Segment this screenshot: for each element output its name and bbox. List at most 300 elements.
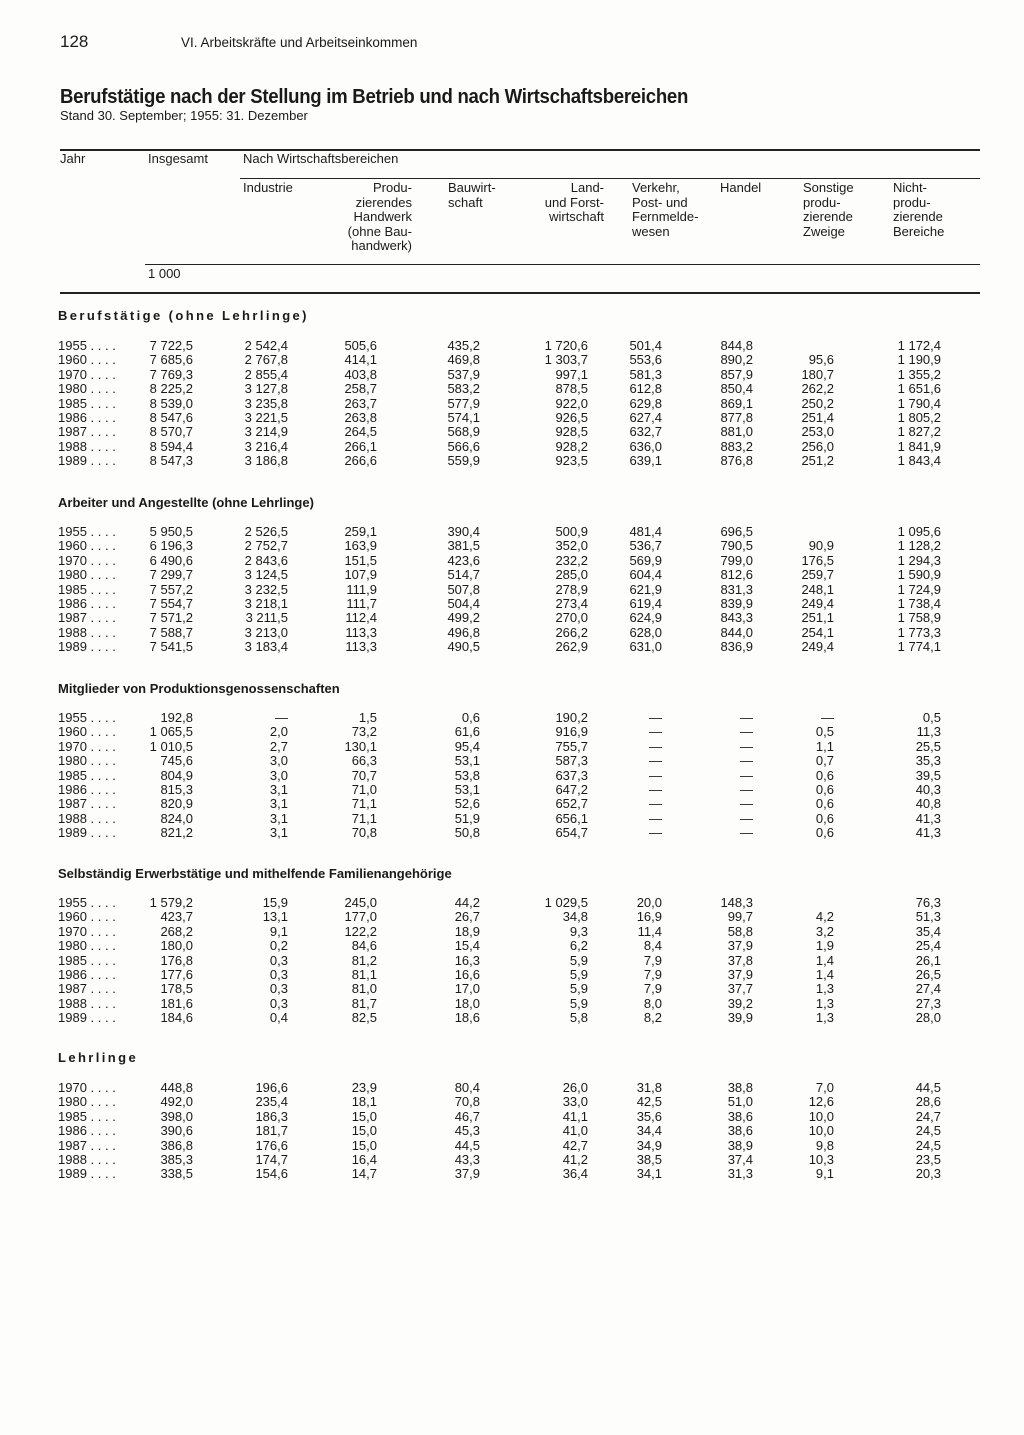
table-cell: 180,7 bbox=[801, 366, 834, 382]
table-cell: 25,4 bbox=[915, 938, 941, 954]
table-cell: 5,9 bbox=[569, 995, 588, 1011]
table-cell: 251,2 bbox=[801, 453, 834, 469]
table-cell: 37,8 bbox=[727, 952, 753, 968]
table-row bbox=[0, 954, 1024, 968]
table-cell: 80,4 bbox=[454, 1080, 480, 1095]
table-cell: 876,8 bbox=[720, 453, 753, 469]
table-cell: 3,1 bbox=[269, 796, 288, 812]
table-cell: 37,9 bbox=[727, 967, 753, 982]
table-cell: 8 539,0 bbox=[149, 395, 193, 411]
table-cell: 1 651,6 bbox=[897, 381, 941, 397]
table-cell: 1 579,2 bbox=[149, 895, 193, 910]
table-row bbox=[0, 1095, 1024, 1109]
table-cell: — bbox=[649, 710, 662, 725]
table-cell: 881,0 bbox=[720, 424, 753, 440]
row-year: 1970 . . . . bbox=[58, 552, 116, 568]
table-cell: 37,9 bbox=[727, 938, 753, 954]
table-cell: 423,7 bbox=[160, 909, 193, 925]
table-row bbox=[0, 554, 1024, 568]
table-cell: 559,9 bbox=[447, 453, 480, 469]
table-cell: 111,7 bbox=[346, 596, 377, 611]
table-cell: 492,0 bbox=[160, 1094, 193, 1110]
table-cell: 1 303,7 bbox=[544, 352, 588, 368]
table-cell: 1 095,6 bbox=[897, 524, 941, 539]
table-cell: 40,8 bbox=[915, 796, 941, 812]
table-cell: 46,7 bbox=[454, 1108, 480, 1124]
table-cell: 38,9 bbox=[727, 1137, 753, 1153]
table-cell: 569,9 bbox=[629, 552, 662, 568]
table-cell: 6 196,3 bbox=[149, 538, 193, 554]
table-cell: 566,6 bbox=[447, 438, 480, 454]
table-cell: 0,6 bbox=[815, 810, 834, 826]
row-year: 1988 . . . . bbox=[58, 1152, 116, 1167]
table-cell: 639,1 bbox=[629, 453, 662, 469]
table-cell: 99,7 bbox=[727, 909, 753, 925]
table-cell: 95,6 bbox=[808, 352, 834, 368]
table-cell: 176,5 bbox=[801, 552, 834, 568]
table-row bbox=[0, 368, 1024, 382]
table-cell: 249,4 bbox=[801, 596, 834, 611]
table-cell: 0,3 bbox=[269, 952, 288, 968]
table-row bbox=[0, 910, 1024, 924]
row-year: 1987 . . . . bbox=[58, 796, 116, 812]
table-cell: 587,3 bbox=[555, 753, 588, 769]
table-cell: 1,4 bbox=[815, 967, 834, 982]
table-cell: 113,3 bbox=[345, 639, 377, 655]
table-cell: 1 724,9 bbox=[897, 581, 941, 597]
table-cell: 14,7 bbox=[351, 1166, 377, 1182]
table-row bbox=[0, 939, 1024, 953]
table-cell: 18,9 bbox=[454, 923, 480, 939]
table-cell: 18,0 bbox=[454, 995, 480, 1011]
table-cell: 2 855,4 bbox=[244, 366, 288, 382]
table-cell: 248,1 bbox=[801, 581, 834, 597]
table-cell: 27,3 bbox=[915, 995, 941, 1011]
table-title: Berufstätige nach der Stellung im Betrieb und nach Wirtschaftsbereichen bbox=[60, 86, 689, 108]
table-cell: — bbox=[649, 738, 662, 754]
table-cell: 264,5 bbox=[344, 424, 377, 440]
row-year: 1989 . . . . bbox=[58, 639, 116, 655]
table-cell: 12,6 bbox=[808, 1094, 834, 1110]
table-cell: 581,3 bbox=[629, 366, 662, 382]
table-cell: 1 128,2 bbox=[897, 538, 941, 554]
row-year: 1980 . . . . bbox=[58, 938, 116, 954]
table-row bbox=[0, 1011, 1024, 1025]
table-cell: 385,3 bbox=[160, 1152, 193, 1167]
table-cell: 1 720,6 bbox=[544, 338, 588, 353]
table-cell: 997,1 bbox=[555, 366, 588, 382]
row-year: 1989 . . . . bbox=[58, 825, 116, 841]
table-cell: 73,2 bbox=[351, 724, 377, 740]
table-cell: 2,7 bbox=[269, 738, 288, 754]
row-year: 1970 . . . . bbox=[58, 1080, 116, 1095]
table-cell: 3 216,4 bbox=[244, 438, 288, 454]
row-year: 1980 . . . . bbox=[58, 567, 116, 583]
table-cell: 839,9 bbox=[720, 596, 753, 611]
table-cell: 16,3 bbox=[454, 952, 480, 968]
table-cell: — bbox=[740, 753, 753, 769]
row-year: 1955 . . . . bbox=[58, 338, 116, 353]
row-year: 1986 . . . . bbox=[58, 1123, 116, 1139]
table-cell: 574,1 bbox=[447, 410, 480, 425]
table-cell: 1 758,9 bbox=[897, 610, 941, 626]
table-cell: 2 542,4 bbox=[244, 338, 288, 353]
table-cell: 7 299,7 bbox=[149, 567, 193, 583]
table-cell: 2 752,7 bbox=[244, 538, 288, 554]
table-cell: 414,1 bbox=[344, 352, 377, 368]
table-cell: 268,2 bbox=[160, 923, 193, 939]
table-cell: 812,6 bbox=[720, 567, 753, 583]
table-cell: 15,9 bbox=[262, 895, 288, 910]
table-row bbox=[0, 1153, 1024, 1167]
table-cell: 11,3 bbox=[916, 724, 941, 740]
row-year: 1986 . . . . bbox=[58, 782, 116, 797]
table-cell: 9,1 bbox=[815, 1166, 834, 1182]
table-cell: 266,1 bbox=[344, 438, 377, 454]
table-cell: 34,9 bbox=[636, 1137, 662, 1153]
column-header-7: Nicht- produ- zierende Bereiche bbox=[893, 180, 945, 239]
table-cell: 90,9 bbox=[808, 538, 834, 554]
table-cell: 0,6 bbox=[461, 710, 480, 725]
row-year: 1987 . . . . bbox=[58, 610, 116, 626]
table-cell: 53,1 bbox=[454, 782, 480, 797]
table-cell: 41,3 bbox=[915, 825, 941, 841]
table-cell: 628,0 bbox=[629, 624, 662, 640]
table-row bbox=[0, 626, 1024, 640]
table-cell: 824,0 bbox=[160, 810, 193, 826]
table-cell: 577,9 bbox=[447, 395, 480, 411]
table-cell: — bbox=[740, 738, 753, 754]
table-cell: 1,3 bbox=[815, 1010, 834, 1026]
table-cell: 186,3 bbox=[255, 1108, 288, 1124]
table-cell: 176,6 bbox=[255, 1137, 288, 1153]
table-cell: 490,5 bbox=[447, 639, 480, 655]
table-cell: 71,1 bbox=[351, 810, 377, 826]
table-row bbox=[0, 425, 1024, 439]
table-cell: 38,5 bbox=[636, 1152, 662, 1167]
table-cell: 42,7 bbox=[562, 1137, 588, 1153]
column-header-2: Bauwirt- schaft bbox=[448, 180, 496, 210]
table-row bbox=[0, 397, 1024, 411]
table-row bbox=[0, 754, 1024, 768]
table-cell: — bbox=[740, 767, 753, 783]
table-cell: 177,0 bbox=[344, 909, 377, 925]
table-cell: 0,3 bbox=[269, 967, 288, 982]
table-row bbox=[0, 711, 1024, 725]
table-cell: 8,2 bbox=[643, 1010, 662, 1026]
table-cell: 253,0 bbox=[801, 424, 834, 440]
row-year: 1987 . . . . bbox=[58, 1137, 116, 1153]
table-cell: 7 769,3 bbox=[149, 366, 193, 382]
table-cell: 8 225,2 bbox=[149, 381, 193, 397]
table-cell: 251,4 bbox=[801, 410, 834, 425]
table-cell: 877,8 bbox=[720, 410, 753, 425]
table-row bbox=[0, 783, 1024, 797]
table-cell: 631,0 bbox=[629, 639, 662, 655]
table-cell: 3,1 bbox=[269, 782, 288, 797]
header-bottom-rule bbox=[60, 292, 980, 294]
table-cell: 4,2 bbox=[815, 909, 834, 925]
table-row bbox=[0, 583, 1024, 597]
table-cell: 44,2 bbox=[454, 895, 480, 910]
table-cell: 20,3 bbox=[915, 1166, 941, 1182]
table-cell: 82,5 bbox=[351, 1010, 377, 1026]
table-cell: 6,2 bbox=[569, 938, 588, 954]
table-cell: 0,4 bbox=[269, 1010, 288, 1026]
table-cell: 15,4 bbox=[454, 938, 480, 954]
table-cell: — bbox=[649, 753, 662, 769]
table-cell: 266,2 bbox=[555, 624, 588, 640]
column-header-5: Handel bbox=[720, 180, 762, 195]
table-cell: 831,3 bbox=[720, 581, 753, 597]
table-cell: 1 190,9 bbox=[897, 352, 941, 368]
row-year: 1970 . . . . bbox=[58, 738, 116, 754]
table-cell: 8,0 bbox=[643, 995, 662, 1011]
table-cell: 0,3 bbox=[269, 995, 288, 1011]
table-cell: 37,7 bbox=[727, 981, 753, 997]
row-year: 1955 . . . . bbox=[58, 710, 116, 725]
table-cell: 41,2 bbox=[562, 1152, 588, 1167]
table-cell: 501,4 bbox=[629, 338, 662, 353]
table-cell: 38,6 bbox=[727, 1108, 753, 1124]
table-cell: 36,4 bbox=[562, 1166, 588, 1182]
table-cell: 35,6 bbox=[636, 1108, 662, 1124]
table-cell: 24,5 bbox=[915, 1137, 941, 1153]
table-cell: 26,0 bbox=[562, 1080, 588, 1095]
table-row bbox=[0, 1110, 1024, 1124]
table-cell: 3,2 bbox=[815, 923, 834, 939]
table-cell: — bbox=[275, 710, 288, 725]
table-cell: 8 547,3 bbox=[149, 453, 193, 469]
table-cell: 113,3 bbox=[345, 624, 377, 640]
table-row bbox=[0, 797, 1024, 811]
table-cell: 1 029,5 bbox=[544, 895, 588, 910]
table-cell: 0,2 bbox=[269, 938, 288, 954]
table-cell: 28,0 bbox=[915, 1010, 941, 1026]
row-year: 1960 . . . . bbox=[58, 724, 116, 740]
table-cell: 3 213,0 bbox=[244, 624, 288, 640]
table-cell: 3 183,4 bbox=[244, 639, 288, 655]
table-cell: 71,0 bbox=[351, 782, 377, 797]
table-cell: 1 738,4 bbox=[897, 596, 941, 611]
table-cell: 496,8 bbox=[447, 624, 480, 640]
table-cell: 41,0 bbox=[562, 1123, 588, 1139]
table-cell: 107,9 bbox=[344, 567, 377, 583]
table-cell: 18,6 bbox=[454, 1010, 480, 1026]
table-cell: 3 221,5 bbox=[244, 410, 288, 425]
row-year: 1980 . . . . bbox=[58, 381, 116, 397]
table-row bbox=[0, 382, 1024, 396]
table-cell: 6 490,6 bbox=[149, 552, 193, 568]
table-cell: 39,2 bbox=[727, 995, 753, 1011]
table-cell: 836,9 bbox=[720, 639, 753, 655]
table-row bbox=[0, 640, 1024, 654]
table-row bbox=[0, 725, 1024, 739]
table-cell: 70,7 bbox=[351, 767, 377, 783]
table-cell: 386,8 bbox=[160, 1137, 193, 1153]
table-cell: — bbox=[649, 767, 662, 783]
table-cell: 35,4 bbox=[915, 923, 941, 939]
table-cell: 423,6 bbox=[447, 552, 480, 568]
table-cell: 604,4 bbox=[629, 567, 662, 583]
table-cell: 273,4 bbox=[555, 596, 588, 611]
row-year: 1989 . . . . bbox=[58, 1166, 116, 1182]
table-cell: 71,1 bbox=[351, 796, 377, 812]
table-cell: 3 232,5 bbox=[244, 581, 288, 597]
table-cell: 245,0 bbox=[344, 895, 377, 910]
table-cell: 922,0 bbox=[555, 395, 588, 411]
row-year: 1988 . . . . bbox=[58, 995, 116, 1011]
table-row bbox=[0, 353, 1024, 367]
table-cell: 804,9 bbox=[160, 767, 193, 783]
table-cell: 34,1 bbox=[636, 1166, 662, 1182]
table-row bbox=[0, 925, 1024, 939]
table-cell: 500,9 bbox=[555, 524, 588, 539]
row-year: 1960 . . . . bbox=[58, 538, 116, 554]
table-cell: 499,2 bbox=[447, 610, 480, 626]
table-cell: 81,7 bbox=[351, 995, 377, 1011]
table-row bbox=[0, 339, 1024, 353]
row-year: 1989 . . . . bbox=[58, 453, 116, 469]
table-cell: 176,8 bbox=[160, 952, 193, 968]
table-cell: 28,6 bbox=[915, 1094, 941, 1110]
row-year: 1985 . . . . bbox=[58, 767, 116, 783]
table-row bbox=[0, 411, 1024, 425]
table-row bbox=[0, 597, 1024, 611]
section-title: Arbeiter und Angestellte (ohne Lehrlinge) bbox=[58, 495, 314, 510]
table-cell: 514,7 bbox=[447, 567, 480, 583]
table-cell: 15,0 bbox=[351, 1108, 377, 1124]
table-cell: 196,6 bbox=[255, 1080, 288, 1095]
table-cell: 258,7 bbox=[344, 381, 377, 397]
table-cell: 7 557,2 bbox=[149, 581, 193, 597]
table-cell: 9,1 bbox=[269, 923, 288, 939]
row-year: 1986 . . . . bbox=[58, 410, 116, 425]
table-cell: 37,9 bbox=[454, 1166, 480, 1182]
table-cell: 151,5 bbox=[344, 552, 377, 568]
table-cell: 3 124,5 bbox=[244, 567, 288, 583]
table-cell: 178,5 bbox=[160, 981, 193, 997]
table-cell: 7 541,5 bbox=[149, 639, 193, 655]
table-row bbox=[0, 525, 1024, 539]
table-cell: 270,0 bbox=[555, 610, 588, 626]
table-cell: 0,6 bbox=[815, 782, 834, 797]
table-row bbox=[0, 454, 1024, 468]
table-cell: 1 172,4 bbox=[897, 338, 941, 353]
table-cell: 122,2 bbox=[344, 923, 377, 939]
table-cell: 883,2 bbox=[720, 438, 753, 454]
table-cell: 7 571,2 bbox=[149, 610, 193, 626]
table-cell: 44,5 bbox=[454, 1137, 480, 1153]
table-cell: 0,5 bbox=[922, 710, 941, 725]
table-cell: 38,8 bbox=[727, 1080, 753, 1095]
table-cell: 7 685,6 bbox=[149, 352, 193, 368]
column-header-0: Industrie bbox=[243, 180, 293, 195]
table-row bbox=[0, 1081, 1024, 1095]
table-cell: 878,5 bbox=[555, 381, 588, 397]
table-cell: 0,3 bbox=[269, 981, 288, 997]
header-unit: 1 000 bbox=[148, 266, 181, 281]
row-year: 1985 . . . . bbox=[58, 952, 116, 968]
table-row bbox=[0, 896, 1024, 910]
table-row bbox=[0, 440, 1024, 454]
table-cell: 50,8 bbox=[454, 825, 480, 841]
table-cell: 3 186,8 bbox=[244, 453, 288, 469]
table-cell: 1 827,2 bbox=[897, 424, 941, 440]
table-cell: 537,9 bbox=[447, 366, 480, 382]
chapter-title: VI. Arbeitskräfte und Arbeitseinkommen bbox=[181, 35, 418, 50]
table-cell: 5,9 bbox=[569, 967, 588, 982]
table-cell: 24,5 bbox=[915, 1123, 941, 1139]
table-row bbox=[0, 539, 1024, 553]
table-cell: 13,1 bbox=[262, 909, 288, 925]
row-year: 1988 . . . . bbox=[58, 810, 116, 826]
table-cell: 7 722,5 bbox=[149, 338, 193, 353]
table-cell: 20,0 bbox=[636, 895, 662, 910]
row-year: 1985 . . . . bbox=[58, 581, 116, 597]
table-cell: 3,1 bbox=[269, 825, 288, 841]
table-cell: 3 214,9 bbox=[244, 424, 288, 440]
table-cell: 3 211,5 bbox=[245, 610, 288, 626]
table-cell: 154,6 bbox=[255, 1166, 288, 1182]
table-cell: 259,7 bbox=[801, 567, 834, 583]
table-cell: 112,4 bbox=[345, 610, 377, 626]
table-cell: 624,9 bbox=[629, 610, 662, 626]
table-cell: 37,4 bbox=[727, 1152, 753, 1167]
table-cell: 81,1 bbox=[351, 967, 377, 982]
table-cell: 41,3 bbox=[915, 810, 941, 826]
table-row bbox=[0, 1139, 1024, 1153]
table-cell: 1,4 bbox=[815, 952, 834, 968]
table-row bbox=[0, 812, 1024, 826]
table-cell: 923,5 bbox=[555, 453, 588, 469]
group-rule bbox=[240, 178, 980, 179]
table-cell: — bbox=[649, 825, 662, 841]
table-cell: 926,5 bbox=[555, 410, 588, 425]
row-year: 1980 . . . . bbox=[58, 1094, 116, 1110]
table-cell: 2,0 bbox=[269, 724, 288, 740]
table-cell: 619,4 bbox=[629, 596, 662, 611]
table-cell: 27,4 bbox=[915, 981, 941, 997]
table-cell: 505,6 bbox=[344, 338, 377, 353]
row-year: 1955 . . . . bbox=[58, 895, 116, 910]
table-cell: 0,6 bbox=[815, 796, 834, 812]
table-cell: 1 841,9 bbox=[897, 438, 941, 454]
table-cell: 696,5 bbox=[720, 524, 753, 539]
table-cell: 843,3 bbox=[720, 610, 753, 626]
row-year: 1970 . . . . bbox=[58, 366, 116, 382]
table-cell: — bbox=[821, 710, 834, 725]
table-cell: 381,5 bbox=[447, 538, 480, 554]
table-cell: 790,5 bbox=[720, 538, 753, 554]
table-cell: 39,5 bbox=[915, 767, 941, 783]
table-cell: 39,9 bbox=[727, 1010, 753, 1026]
table-cell: 844,8 bbox=[720, 338, 753, 353]
table-cell: 799,0 bbox=[720, 552, 753, 568]
table-cell: 130,1 bbox=[344, 738, 377, 754]
table-cell: 84,6 bbox=[351, 938, 377, 954]
table-cell: 928,2 bbox=[555, 438, 588, 454]
table-cell: 148,3 bbox=[720, 895, 753, 910]
row-year: 1986 . . . . bbox=[58, 596, 116, 611]
table-cell: 232,2 bbox=[555, 552, 588, 568]
table-cell: 285,0 bbox=[555, 567, 588, 583]
table-cell: 857,9 bbox=[720, 366, 753, 382]
table-cell: 76,3 bbox=[915, 895, 941, 910]
table-cell: 504,4 bbox=[447, 596, 480, 611]
table-cell: 9,3 bbox=[569, 923, 588, 939]
table-row bbox=[0, 982, 1024, 996]
